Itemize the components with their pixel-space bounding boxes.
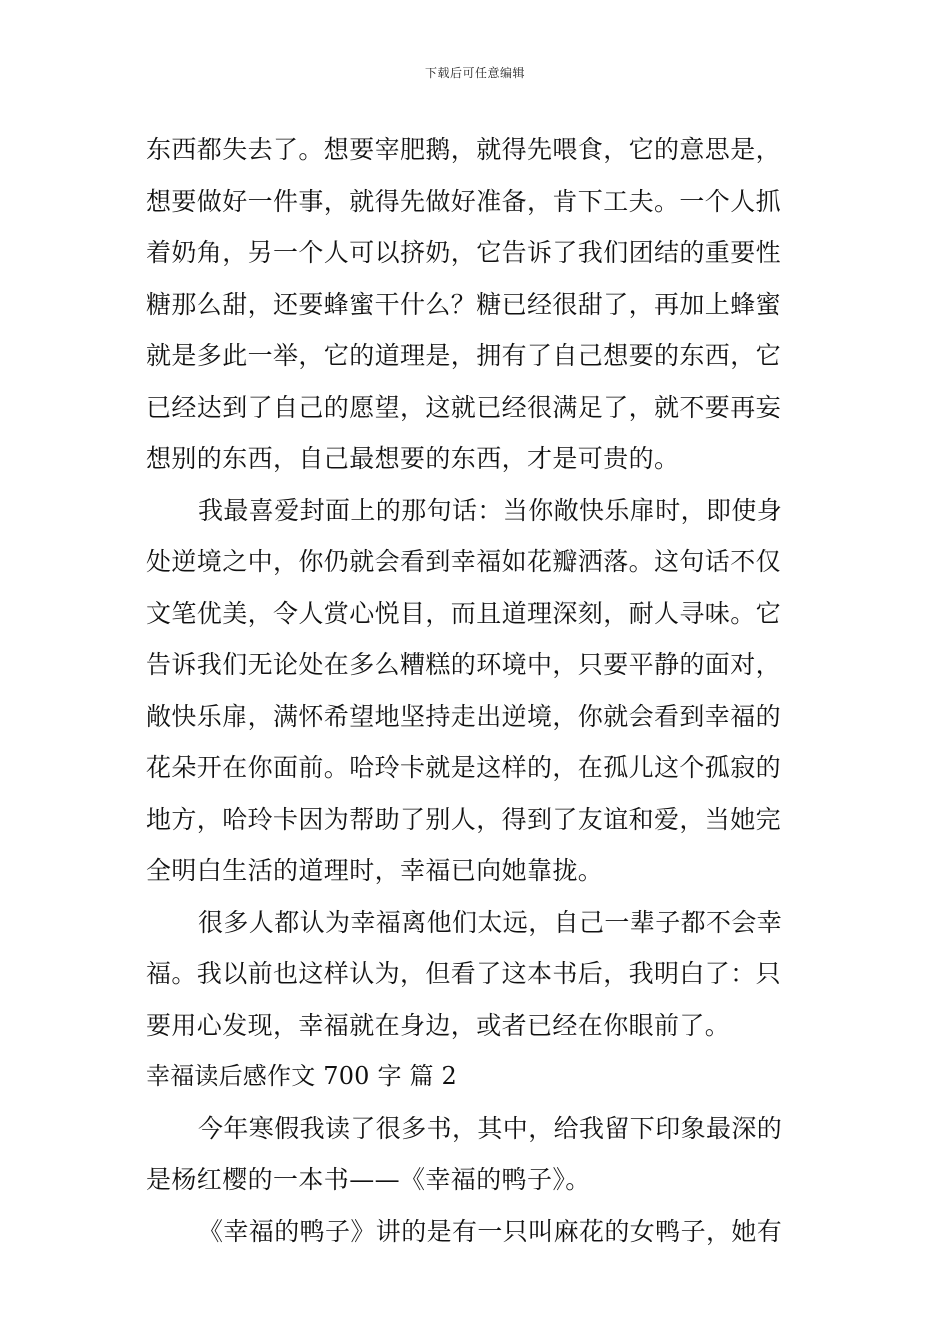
paragraph-start-line: 很多人都认为幸福离他们太远，自己一辈子都不会幸 [198,907,783,937]
text-line: 文笔优美，令人赏心悦目，而且道理深刻，耐人寻味。它 [146,598,782,628]
header-note: 下载后可任意编辑 [424,66,525,80]
text-line: 想要做好一件事，就得先做好准备，肯下工夫。一个人抓 [146,186,782,216]
text-line: 东西都失去了。想要宰肥鹅，就得先喂食，它的意思是， [146,135,782,164]
text-line: 要用心发现，幸福就在身边，或者已经在你眼前了。 [146,1010,731,1040]
text-line: 就是多此一举，它的道理是，拥有了自己想要的东西，它 [146,341,782,370]
document-body [146,124,806,1257]
text-line: 是杨红樱的一本书——《幸福的鸭子》。 [146,1165,591,1194]
paragraph-start-line: 今年寒假我读了很多书，其中，给我留下印象最深的 [198,1113,783,1143]
text-line: 福。我以前也这样认为，但看了这本书后，我明白了：只 [146,959,782,988]
text-line: 已经达到了自己的愿望，这就已经很满足了，就不要再妄 [146,392,782,422]
paragraph-start-line: 我最喜爱封面上的那句话：当你敞快乐扉时，即使身 [198,495,783,525]
paragraph-start-line: 《幸福的鸭子》讲的是有一只叫麻花的女鸭子，她有 [198,1216,783,1246]
text-line: 想别的东西，自己最想要的东西，才是可贵的。 [146,444,680,473]
text-line: 处逆境之中，你仍就会看到幸福如花瓣洒落。这句话不仅 [146,547,782,576]
text-line: 糖那么甜，还要蜂蜜干什么？糖已经很甜了，再加上蜂蜜 [146,289,782,319]
section-heading: 幸福读后感作文 700 字 篇 2 [146,1062,457,1090]
text-line: 花朵开在你面前。哈玲卡就是这样的，在孤儿这个孤寂的 [146,753,782,782]
text-line: 全明白生活的道理时，幸福已向她靠拢。 [146,856,604,885]
text-line: 着奶角，另一个人可以挤奶，它告诉了我们团结的重要性 [146,238,782,267]
text-line: 敞快乐扉，满怀希望地坚持走出逆境，你就会看到幸福的 [146,701,782,731]
text-line: 地方，哈玲卡因为帮助了别人，得到了友谊和爱，当她完 [146,804,782,834]
text-line: 告诉我们无论处在多么糟糕的环境中，只要平静的面对， [146,650,782,679]
